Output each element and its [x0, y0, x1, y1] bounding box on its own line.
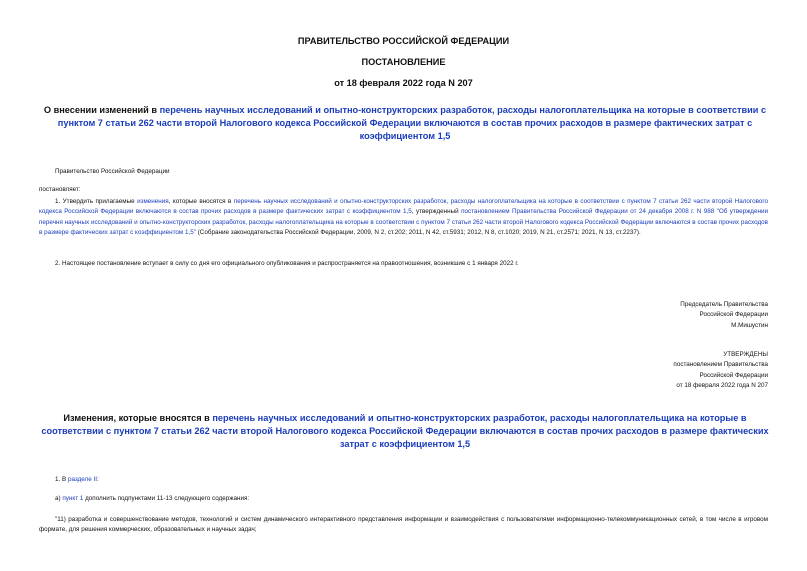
date-number-heading: от 18 февраля 2022 года N 207: [334, 78, 473, 88]
decrees-text: постановляет:: [39, 186, 81, 193]
title-prefix: О внесении изменений в: [43, 105, 158, 115]
quoted-subpoint-11: "11) разработка и совершенствование методов, технологий и систем динамического интерактивного представления информации и взаимодействия с пользователями информационно-телекоммуникационных сетей, в том числе в игровом формате, для решения коммерческих, образовательных и научных задач;: [39, 516, 768, 534]
section-2-link[interactable]: разделе II: [67, 476, 98, 483]
list-link[interactable]: перечень научных исследований и опытно-конструкторских разработок, расходы налогоплательщика на которые в соответствии с пунктом 7 статьи 262 части второй Налогового кодекса Российской Федерации включаются в состав прочих расходов в размере фактических затрат с коэффициентом 1,5: [39, 198, 769, 216]
changes-link[interactable]: изменения: [137, 198, 169, 205]
resolution-988-link[interactable]: постановлением Правительства Российской Федерации от 24 декабря 2008 г. N 988 "Об утверждении перечня научных исследований и опытно-конструкторских разработок, расходы налогоплательщика на которые в соответствии с пунктом 7 статьи 262 части второй Налогового кодекса Российской Федерации включаются в состав прочих расходов в размере фактических затрат с коэффициентом 1,5": [39, 208, 768, 236]
point-1-link[interactable]: пункт 1: [62, 495, 84, 502]
doc-type-heading: ПОСТАНОВЛЕНИЕ: [361, 57, 446, 67]
signature-block: Председатель Правительства Российской Федерации М.Мишустин: [680, 301, 768, 329]
paragraph-1: 1. Утвердить прилагаемые изменения, которые вносятся в перечень научных исследований и опытно-конструкторских разработок, расходы налогоплательщика на которые в соответствии с пунктом 7 статьи 262 части второй Налогового кодекса Российской Федерации включаются в состав прочих расходов в размере фактических затрат с коэффициентом 1,5, утвержденный постановлением Правительства Российской Федерации от 24 декабря 2008 г. N 988 "Об утверждении перечня научных исследований и опытно-конструкторских разработок, расходы налогоплательщика на которые в соответствии с пунктом 7 статьи 262 части второй Налогового кодекса Российской Федерации включаются в состав прочих расходов в размере фактических затрат с коэффициентом 1,5" (Собрание законодательства Российской Федерации, 2009, N 2, ст.202; 2011, N 42, ст.5931; 2012, N 8, ст.1020; 2019, N 21, ст.2571; 2021, N 13, ст.2237).: [39, 198, 769, 236]
document-title: [40, 104, 770, 143]
paragraph-2: 2. Настоящее постановление вступает в силу со дня его официального опубликования и распространяется на правоотношения, возникшие с 1 января 2022 г.: [55, 260, 519, 267]
changes-title-prefix: Изменения, которые вносятся в: [63, 413, 210, 423]
approval-block: УТВЕРЖДЕНЫ постановлением Правительства Российской Федерации от 18 февраля 2022 года N 207: [673, 351, 768, 389]
change-item-1: 1. В разделе II:: [55, 476, 99, 483]
changes-title-link[interactable]: перечень научных исследований и опытно-конструкторских разработок, расходы налогоплательщика на которые в соответствии с пунктом 7 статьи 262 части второй Налогового кодекса Российской Федерации включаются в состав прочих расходов в размере фактических затрат с коэффициентом 1,5: [41, 413, 769, 449]
changes-title: [40, 412, 770, 451]
intro-text: Правительство Российской Федерации: [55, 168, 170, 175]
title-link[interactable]: перечень научных исследований и опытно-конструкторских разработок, расходы налогоплательщика на которые в соответствии с пунктом 7 статьи 262 части второй Налогового кодекса Российской Федерации включаются в состав прочих расходов в размере фактических затрат с коэффициентом 1,5: [57, 105, 767, 141]
change-item-a: а) пункт 1 дополнить подпунктами 11-13 следующего содержания:: [55, 495, 250, 502]
government-heading: ПРАВИТЕЛЬСТВО РОССИЙСКОЙ ФЕДЕРАЦИИ: [297, 36, 510, 46]
